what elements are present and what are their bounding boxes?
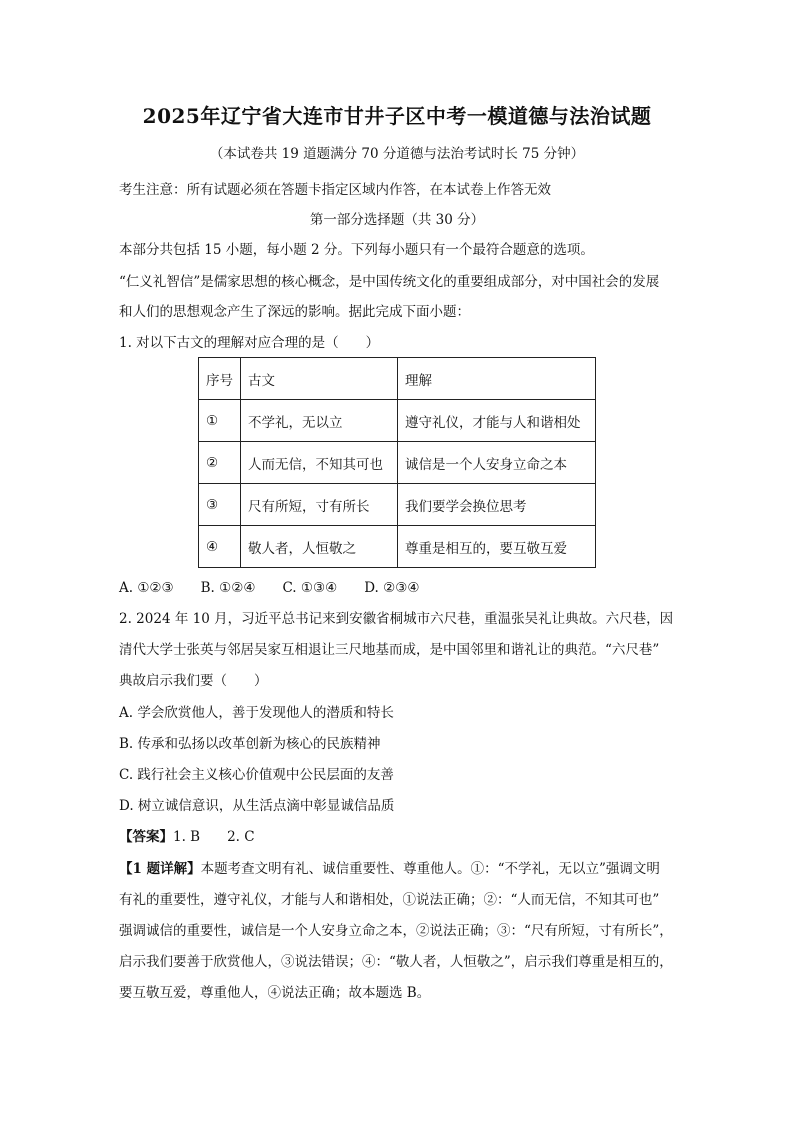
table-cell: 我们要学会换位思考 xyxy=(398,484,596,526)
table-cell: ④ xyxy=(199,526,241,568)
table-cell: 诚信是一个人安身立命之本 xyxy=(398,442,596,484)
table-cell: 遵守礼仪，才能与人和谐相处 xyxy=(398,400,596,442)
notice: 考生注意：所有试题必须在答题卡指定区域内作答，在本试卷上作答无效 xyxy=(119,182,551,198)
page-title: 2025年辽宁省大连市甘井子区中考一模道德与法治试题 xyxy=(142,104,652,128)
table-cell: 尊重是相互的，要互敬互爱 xyxy=(398,526,596,568)
question-2-stem-line: 清代大学士张英与邻居吴家互相退让三尺地基而成，是中国邻里和谐礼让的典范。“六尺巷” xyxy=(119,642,660,658)
explanation-line xyxy=(119,857,660,877)
table-cell: ① xyxy=(199,400,241,442)
answer-line xyxy=(119,825,255,845)
table-row xyxy=(199,442,596,484)
question-2-option-b: B. 传承和弘扬以改革创新为核心的民族精神 xyxy=(119,736,381,752)
question-1-table xyxy=(198,357,596,568)
table-header-row xyxy=(199,358,596,400)
table-header-cell: 序号 xyxy=(199,358,241,400)
explanation-text: 本题考查文明有礼、诚信重要性、尊重他人。①：“不学礼，无以立”强调文明 xyxy=(200,861,660,877)
material-line: “仁义礼智信”是儒家思想的核心概念，是中国传统文化的重要组成部分，对中国社会的发展 xyxy=(119,274,660,290)
question-2-stem-line: 2. 2024 年 10 月，习近平总书记来到安徽省桐城市六尺巷，重温张吴礼让典故。六尺巷，因 xyxy=(119,611,674,627)
table-cell: 不学礼，无以立 xyxy=(241,400,398,442)
question-1-stem: 1. 对以下古文的理解对应合理的是（ ） xyxy=(119,335,380,351)
answer-label: 【答案】 xyxy=(119,829,173,845)
section-heading: 第一部分选择题（共 30 分） xyxy=(309,212,485,228)
table-cell: 人而无信，不知其可也 xyxy=(241,442,398,484)
question-2-option-a: A. 学会欣赏他人，善于发现他人的潜质和特长 xyxy=(119,705,394,721)
question-2-option-d: D. 树立诚信意识，从生活点滴中彰显诚信品质 xyxy=(119,798,395,814)
section-intro: 本部分共包括 15 小题，每小题 2 分。下列每小题只有一个最符合题意的选项。 xyxy=(119,242,594,258)
exam-subtitle: （本试卷共 19 道题满分 70 分道德与法治考试时长 75 分钟） xyxy=(209,146,585,162)
question-2-option-c: C. 践行社会主义核心价值观中公民层面的友善 xyxy=(119,767,394,783)
material-line: 和人们的思想观念产生了深远的影响。据此完成下面小题： xyxy=(119,304,470,320)
table-header-cell: 古文 xyxy=(241,358,398,400)
table-row xyxy=(199,526,596,568)
explanation-line: 强调诚信的重要性，诚信是一个人安身立命之本，②说法正确；③：“尺有所短，寸有所长”， xyxy=(119,923,673,939)
question-2-stem-line: 典故启示我们要（ ） xyxy=(119,673,268,689)
explanation-line: 有礼的重要性，遵守礼仪，才能与人和谐相处，①说法正确；②：“人而无信，不知其可也” xyxy=(119,892,660,908)
table-cell: ③ xyxy=(199,484,241,526)
answer-text: 1. B 2. C xyxy=(173,829,255,845)
table-cell: 尺有所短，寸有所长 xyxy=(241,484,398,526)
table-cell: ② xyxy=(199,442,241,484)
question-1-options: A. ①②③ B. ①②④ C. ①③④ D. ②③④ xyxy=(119,580,420,596)
table-cell: 敬人者，人恒敬之 xyxy=(241,526,398,568)
explanation-line: 要互敬互爱，尊重他人，④说法正确；故本题选 B。 xyxy=(119,985,431,1001)
table-row xyxy=(199,400,596,442)
table-header-cell: 理解 xyxy=(398,358,596,400)
table-row xyxy=(199,484,596,526)
explanation-label: 【1 题详解】 xyxy=(119,861,201,877)
explanation-line: 启示我们要善于欣赏他人，③说法错误；④：“敬人者，人恒敬之”，启示我们尊重是相互的， xyxy=(119,954,673,970)
